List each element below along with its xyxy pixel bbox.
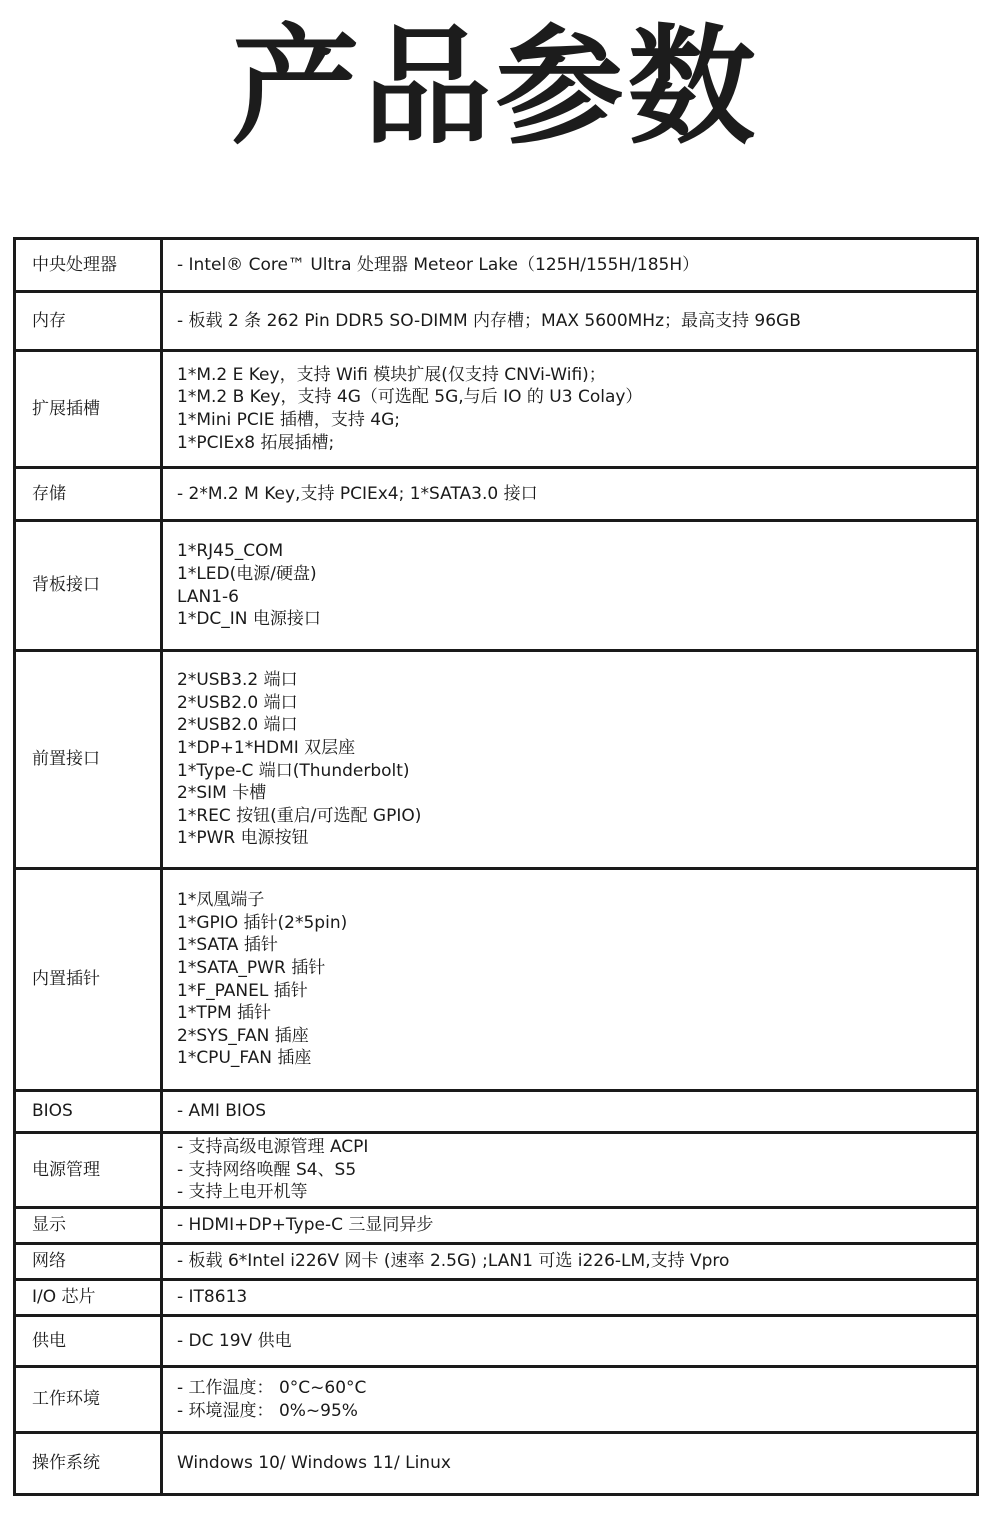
spec-row [15, 1208, 978, 1244]
spec-table-body [15, 239, 978, 1495]
spec-value-line: 1*PWR 电源按钮 [177, 828, 309, 849]
spec-label: I/O 芯片 [15, 1280, 162, 1316]
spec-value-line: 1*Type-C 端口(Thunderbolt) [177, 760, 410, 781]
spec-value-line: Windows 10/ Windows 11/ Linux [177, 1453, 451, 1474]
spec-row [15, 1133, 978, 1208]
spec-value-line: 1*M.2 B Key，支持 4G（可选配 5G,与后 IO 的 U3 Colay） [177, 387, 643, 408]
spec-value [162, 869, 978, 1091]
spec-value-line: 1*SATA_PWR 插针 [177, 957, 326, 978]
spec-value-line: - IT8613 [177, 1287, 248, 1308]
spec-label: 扩展插槽 [15, 351, 162, 468]
spec-value-line: 1*GPIO 插针(2*5pin) [177, 912, 348, 933]
spec-value [162, 351, 978, 468]
spec-value [162, 1433, 978, 1495]
spec-value-line: 1*TPM 插针 [177, 1003, 272, 1024]
spec-label: 存储 [15, 468, 162, 521]
spec-value-line: - AMI BIOS [177, 1101, 267, 1122]
spec-value [162, 1244, 978, 1280]
spec-label: 显示 [15, 1208, 162, 1244]
spec-table [13, 237, 979, 1496]
spec-row [15, 1091, 978, 1133]
spec-value-line: - 支持网络唤醒 S4、S5 [177, 1159, 357, 1180]
spec-value [162, 292, 978, 351]
spec-value [162, 651, 978, 869]
page-title: 产品参数 [231, 13, 760, 162]
spec-row [15, 1367, 978, 1433]
spec-value-line: - 环境湿度： 0%~95% [177, 1400, 358, 1421]
spec-value-line: 2*USB2.0 端口 [177, 715, 298, 736]
spec-value-line: 1*凤凰端子 [177, 890, 265, 911]
spec-value-line: 1*LED(电源/硬盘) [177, 563, 317, 584]
spec-row [15, 1316, 978, 1367]
spec-label: 内置插针 [15, 869, 162, 1091]
spec-label: 工作环境 [15, 1367, 162, 1433]
spec-value-line: 1*Mini PCIE 插槽，支持 4G; [177, 410, 401, 430]
spec-label: 背板接口 [15, 521, 162, 651]
spec-value-line: 2*SIM 卡槽 [177, 783, 267, 804]
spec-value-line: - Intel® Core™ Ultra 处理器 Meteor Lake（125H/155H/185H） [177, 254, 700, 275]
spec-value [162, 1280, 978, 1316]
spec-value-line: 1*F_PANEL 插针 [177, 980, 308, 1001]
spec-value-line: - 支持高级电源管理 ACPI [177, 1137, 369, 1158]
spec-value [162, 468, 978, 521]
spec-value [162, 239, 978, 292]
spec-label: 前置接口 [15, 651, 162, 869]
spec-value-line: 1*RJ45_COM [177, 541, 284, 562]
spec-value [162, 1367, 978, 1433]
spec-value-line: 1*M.2 E Key，支持 Wifi 模块扩展(仅支持 CNVi-Wifi)； [177, 364, 606, 385]
spec-value [162, 1316, 978, 1367]
spec-label: BIOS [15, 1091, 162, 1133]
spec-label: 电源管理 [15, 1133, 162, 1208]
spec-row [15, 1280, 978, 1316]
spec-value-line: - 板载 6*Intel i226V 网卡 (速率 2.5G) ;LAN1 可选 i226-LM,支持 Vpro [177, 1251, 730, 1272]
spec-value-line: 1*REC 按钮(重启/可选配 GPIO) [177, 805, 422, 826]
spec-value [162, 1133, 978, 1208]
spec-label: 供电 [15, 1316, 162, 1367]
spec-value [162, 1208, 978, 1244]
spec-value-line: 1*CPU_FAN 插座 [177, 1048, 312, 1069]
spec-row [15, 521, 978, 651]
spec-value-line: - HDMI+DP+Type-C 三显同异步 [177, 1215, 434, 1236]
spec-row [15, 1244, 978, 1280]
spec-row [15, 239, 978, 292]
spec-value-line: 2*USB3.2 端口 [177, 670, 298, 691]
spec-row [15, 869, 978, 1091]
spec-row [15, 651, 978, 869]
spec-value-line: - 工作温度： 0°C~60°C [177, 1377, 367, 1398]
spec-row [15, 351, 978, 468]
spec-value-line: - 2*M.2 M Key,支持 PCIEx4; 1*SATA3.0 接口 [177, 483, 538, 504]
spec-row [15, 1433, 978, 1495]
spec-value-line: - 支持上电开机等 [177, 1182, 308, 1203]
spec-label: 中央处理器 [15, 239, 162, 292]
spec-label: 网络 [15, 1244, 162, 1280]
spec-value-line: 2*USB2.0 端口 [177, 692, 298, 713]
spec-value-line: LAN1-6 [177, 586, 239, 607]
spec-value-line: - DC 19V 供电 [177, 1330, 292, 1351]
spec-label: 操作系统 [15, 1433, 162, 1495]
spec-value-line: 1*PCIEx8 拓展插槽; [177, 432, 335, 453]
spec-value-line: 1*SATA 插针 [177, 935, 278, 956]
spec-value [162, 521, 978, 651]
spec-value-line: 2*SYS_FAN 插座 [177, 1025, 309, 1046]
spec-label: 内存 [15, 292, 162, 351]
spec-row [15, 468, 978, 521]
spec-row [15, 292, 978, 351]
spec-value-line: 1*DP+1*HDMI 双层座 [177, 737, 356, 758]
spec-value-line: 1*DC_IN 电源接口 [177, 609, 321, 630]
spec-value-line: - 板载 2 条 262 Pin DDR5 SO-DIMM 内存槽；MAX 5600MHz；最高支持 96GB [177, 310, 801, 331]
spec-value [162, 1091, 978, 1133]
